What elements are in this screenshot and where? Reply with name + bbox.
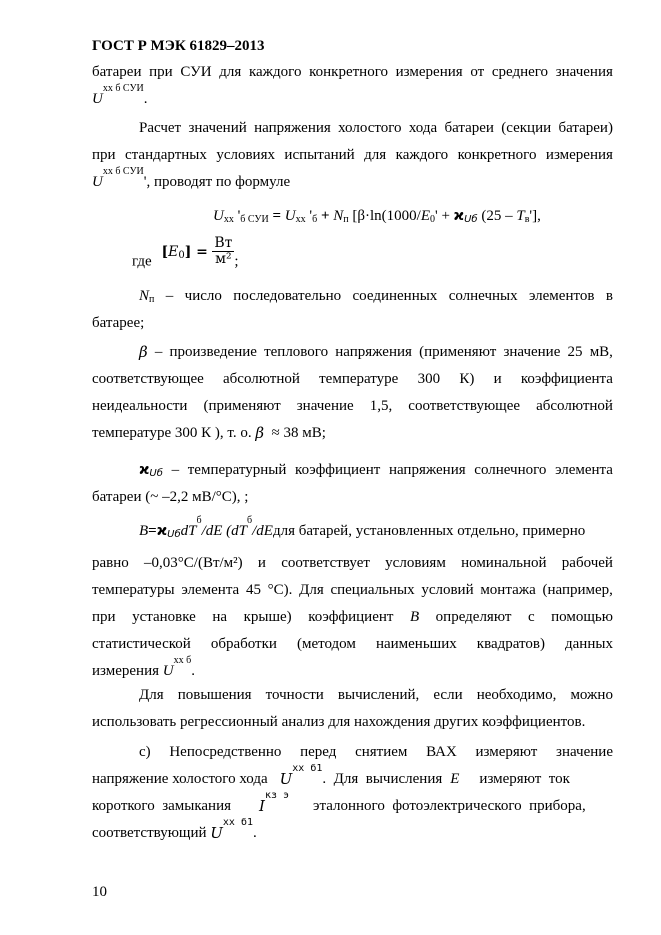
text-line bbox=[92, 817, 613, 850]
word: холостого bbox=[338, 120, 402, 136]
word: от bbox=[470, 64, 485, 80]
variable-b: B bbox=[139, 523, 149, 539]
word: измерения bbox=[395, 64, 463, 80]
word: точности bbox=[265, 687, 324, 703]
word: данных bbox=[565, 636, 613, 652]
subscript: хх б СУИ bbox=[102, 83, 144, 94]
word: число bbox=[184, 288, 222, 304]
subscript: хх б СУИ bbox=[102, 166, 144, 177]
word: хода bbox=[408, 120, 438, 136]
subscript: кз э bbox=[264, 790, 290, 801]
text-line bbox=[92, 342, 613, 369]
variable-u: U bbox=[210, 824, 223, 842]
variable-e: E bbox=[420, 208, 430, 224]
word: Для bbox=[139, 687, 164, 703]
unit-fraction bbox=[212, 236, 234, 267]
word: среднего bbox=[491, 64, 549, 80]
subscript: Uб bbox=[464, 214, 478, 225]
word: произведение bbox=[169, 344, 257, 360]
text-line bbox=[92, 83, 613, 116]
text-span: . bbox=[143, 91, 148, 107]
text-line bbox=[92, 369, 613, 396]
word: с bbox=[527, 609, 535, 625]
plus-sign: + bbox=[317, 208, 334, 224]
text-line: батареи (~ –2,2 мВ/°С), ; bbox=[92, 489, 249, 505]
kappa-glyph: ϰ bbox=[139, 462, 150, 478]
word: номинальной bbox=[461, 555, 547, 571]
word: соответствующее bbox=[92, 371, 204, 387]
word: абсолютной bbox=[223, 371, 300, 387]
text-span: . bbox=[191, 663, 195, 679]
text-span: /dE bbox=[252, 523, 273, 539]
word: для bbox=[219, 64, 242, 80]
word: условий bbox=[421, 582, 474, 598]
word: температуре bbox=[319, 371, 399, 387]
word: батареи bbox=[444, 120, 494, 136]
word: абсолютной bbox=[536, 398, 613, 414]
subscript: хх б bbox=[173, 655, 192, 666]
word: и bbox=[257, 555, 266, 571]
subscript: Uб bbox=[149, 468, 163, 479]
text-line bbox=[92, 118, 613, 145]
word: Расчет bbox=[139, 120, 182, 136]
paragraph-1 bbox=[92, 62, 613, 116]
word: испытаний bbox=[284, 147, 355, 163]
word: коэффициент bbox=[295, 462, 381, 478]
word: равно bbox=[92, 555, 129, 571]
subscript: хх bbox=[223, 214, 234, 225]
text-line bbox=[92, 763, 613, 796]
text-span: ', проводят по формуле bbox=[143, 174, 291, 190]
word: условиям bbox=[385, 555, 446, 571]
subscript: в bbox=[524, 214, 530, 225]
text-span: короткого замыкания bbox=[92, 798, 232, 814]
word: измерения bbox=[545, 147, 613, 163]
text-span: . bbox=[253, 825, 257, 841]
text-line bbox=[92, 460, 613, 487]
word: условиях bbox=[216, 147, 275, 163]
text-line bbox=[92, 145, 613, 172]
text-span: температуре 300 К ), т. о. bbox=[92, 425, 252, 441]
word: значений bbox=[188, 120, 247, 136]
word: значение bbox=[296, 398, 354, 414]
variable-i: I bbox=[259, 797, 265, 815]
text-line bbox=[92, 742, 613, 769]
text-line bbox=[92, 685, 613, 712]
word: монтажа bbox=[480, 582, 536, 598]
subscript: б bbox=[312, 214, 318, 225]
text-span: (25 – bbox=[477, 208, 517, 224]
word: вычислений, bbox=[337, 687, 420, 703]
word: значения bbox=[555, 64, 613, 80]
word: –0,03°С/(Вт/м²) bbox=[144, 555, 243, 571]
word: К) bbox=[459, 371, 475, 387]
word: (применяют bbox=[419, 344, 497, 360]
subscript: 0 bbox=[178, 249, 185, 261]
bracket: [ bbox=[161, 243, 169, 260]
word: B bbox=[409, 609, 420, 625]
variable-u: U bbox=[92, 91, 103, 107]
word: рабочей bbox=[561, 555, 613, 571]
text-line bbox=[92, 553, 613, 580]
word: коэффициента bbox=[520, 371, 613, 387]
subscript: хх bbox=[295, 214, 306, 225]
word: мВ, bbox=[589, 344, 613, 360]
text-span: '], bbox=[529, 208, 541, 224]
text-span: dT bbox=[180, 523, 197, 539]
bracket-equals: ] = bbox=[184, 243, 208, 260]
word: 25 bbox=[567, 344, 583, 360]
subscript: Uб bbox=[167, 529, 181, 540]
np-definition bbox=[92, 286, 613, 340]
fraction-denominator: м² bbox=[215, 251, 232, 267]
np-symbol bbox=[139, 286, 154, 313]
text-line bbox=[92, 790, 613, 823]
word: элементов bbox=[528, 288, 595, 304]
beta-symbol: β bbox=[139, 343, 148, 361]
word: – bbox=[171, 462, 180, 478]
text-span: соответствующий bbox=[92, 825, 211, 841]
word: на bbox=[212, 609, 228, 625]
variable-n: N bbox=[139, 288, 150, 304]
word: элемента bbox=[555, 462, 613, 478]
text-span: /dE (dT bbox=[201, 523, 248, 539]
word: температурный bbox=[187, 462, 287, 478]
word: – bbox=[165, 288, 174, 304]
text-line: использовать регрессионный анализ для нахождения других коэффициентов. bbox=[92, 714, 586, 730]
subscript: б bbox=[196, 515, 202, 526]
kappa-symbol bbox=[139, 460, 163, 487]
word: Для bbox=[299, 582, 324, 598]
variable-n: N bbox=[333, 208, 344, 224]
word: обработки bbox=[210, 636, 277, 652]
text-line bbox=[92, 655, 613, 688]
word: каждого bbox=[395, 147, 449, 163]
text-span: измеряют ток bbox=[479, 771, 570, 787]
word: крыше) bbox=[243, 609, 292, 625]
variable-u: U bbox=[279, 770, 293, 788]
fraction-numerator: Вт bbox=[214, 235, 233, 251]
variable-u: U bbox=[162, 663, 174, 679]
word: при bbox=[92, 609, 116, 625]
word: (секции bbox=[501, 120, 552, 136]
text-line bbox=[92, 580, 613, 607]
word: перед bbox=[300, 744, 337, 760]
prime: ' bbox=[233, 208, 241, 224]
word: в bbox=[605, 288, 613, 304]
kappa-glyph: ϰ bbox=[453, 208, 465, 224]
word: последовательно bbox=[233, 288, 342, 304]
word: можно bbox=[570, 687, 613, 703]
regression-paragraph bbox=[92, 685, 613, 739]
word: значение bbox=[556, 744, 613, 760]
word: неидеальности bbox=[92, 398, 188, 414]
text-line bbox=[92, 607, 613, 634]
word: и bbox=[493, 371, 502, 387]
word: (например, bbox=[542, 582, 613, 598]
text-span: . Для вычисления bbox=[322, 771, 443, 787]
variable-e: E bbox=[450, 771, 460, 787]
word: специальных bbox=[330, 582, 415, 598]
word: помощью bbox=[551, 609, 613, 625]
word: соответствующее bbox=[408, 398, 521, 414]
word: – bbox=[154, 344, 163, 360]
text-line bbox=[92, 423, 613, 450]
beta-definition bbox=[92, 342, 613, 450]
word: температуры bbox=[92, 582, 175, 598]
word: напряжения bbox=[335, 344, 412, 360]
word: теплового bbox=[264, 344, 329, 360]
text-span: для батарей, установленных отдельно, примерно bbox=[272, 523, 586, 539]
text-span: ≈ 38 мВ; bbox=[264, 425, 326, 441]
text-line bbox=[92, 515, 613, 548]
word: для bbox=[364, 147, 387, 163]
word: каждого bbox=[248, 64, 302, 80]
item-c-paragraph bbox=[92, 742, 613, 850]
text-span: измерения bbox=[92, 663, 160, 679]
subscript: б bbox=[247, 515, 253, 526]
word: если bbox=[433, 687, 463, 703]
text-line bbox=[92, 166, 613, 199]
word: конкретного bbox=[457, 147, 537, 163]
kappa-symbol bbox=[157, 521, 181, 548]
variable-u: U bbox=[213, 208, 224, 224]
word: ВАХ bbox=[426, 744, 457, 760]
word: 45 bbox=[245, 582, 261, 598]
word: с) bbox=[139, 744, 151, 760]
text-span: напряжение холостого хода bbox=[92, 771, 268, 787]
text-span: эталонного фотоэлектрического прибора, bbox=[313, 798, 586, 814]
word: (методом bbox=[296, 636, 356, 652]
subscript: 0 bbox=[430, 214, 435, 225]
variable-t: T bbox=[516, 208, 525, 224]
word: наименьших bbox=[375, 636, 457, 652]
word: °С). bbox=[267, 582, 293, 598]
text-line bbox=[92, 286, 613, 313]
text-line bbox=[92, 396, 613, 423]
text-span: [β·ln(1000/ bbox=[348, 208, 421, 224]
subscript: хх б1 bbox=[292, 763, 323, 774]
word: Непосредственно bbox=[169, 744, 282, 760]
page-number: 10 bbox=[92, 884, 107, 900]
kappa-glyph: ϰ bbox=[156, 523, 168, 539]
where-label: где bbox=[132, 253, 152, 270]
where-line bbox=[92, 235, 613, 277]
text-span: ; bbox=[234, 253, 239, 270]
equals-sign: = bbox=[148, 523, 157, 539]
word: напряжения bbox=[388, 462, 466, 478]
word: при bbox=[149, 64, 173, 80]
word: статистической bbox=[92, 636, 191, 652]
text-line bbox=[92, 62, 613, 89]
word: значение bbox=[503, 344, 561, 360]
subscript: б СУИ bbox=[240, 214, 269, 225]
word: измеряют bbox=[475, 744, 538, 760]
word: батареи) bbox=[558, 120, 613, 136]
paragraph-2 bbox=[92, 118, 613, 199]
variable-u: U bbox=[284, 208, 296, 224]
word: коэффициент bbox=[308, 609, 394, 625]
word: батареи bbox=[92, 64, 142, 80]
word: необходимо, bbox=[476, 687, 557, 703]
word: (применяют bbox=[203, 398, 281, 414]
text-line bbox=[92, 634, 613, 661]
word: повышения bbox=[177, 687, 252, 703]
equals-sign: = bbox=[268, 208, 285, 224]
word: соединенных bbox=[352, 288, 438, 304]
word: СУИ bbox=[180, 64, 212, 80]
word: напряжения bbox=[254, 120, 331, 136]
word: 300 bbox=[417, 371, 441, 387]
kappa-definition bbox=[92, 460, 613, 514]
prime: ' bbox=[305, 208, 313, 224]
b-definition bbox=[92, 515, 613, 688]
word: 1,5, bbox=[369, 398, 393, 414]
subscript: п bbox=[149, 294, 155, 305]
kappa-symbol bbox=[454, 208, 478, 224]
e0-unit-expression bbox=[161, 235, 234, 267]
word: солнечного bbox=[474, 462, 547, 478]
text-line: батарее; bbox=[92, 315, 145, 331]
subscript: хх б1 bbox=[222, 817, 254, 828]
variable-u: U bbox=[92, 174, 103, 190]
word: конкретного bbox=[309, 64, 388, 80]
word: установке bbox=[132, 609, 196, 625]
word: определяют bbox=[435, 609, 512, 625]
word: элемента bbox=[181, 582, 240, 598]
word: при bbox=[92, 147, 116, 163]
text-span: ' + bbox=[435, 208, 454, 224]
word: квадратов) bbox=[476, 636, 545, 652]
beta-symbol: β bbox=[255, 424, 265, 442]
variable-e: E bbox=[168, 243, 179, 260]
word: соответствует bbox=[281, 555, 370, 571]
word: солнечных bbox=[448, 288, 518, 304]
word: стандартных bbox=[125, 147, 207, 163]
word: снятием bbox=[355, 744, 408, 760]
main-formula bbox=[213, 208, 541, 225]
document-header: ГОСТ Р МЭК 61829–2013 bbox=[92, 38, 265, 54]
subscript: п bbox=[343, 214, 349, 225]
